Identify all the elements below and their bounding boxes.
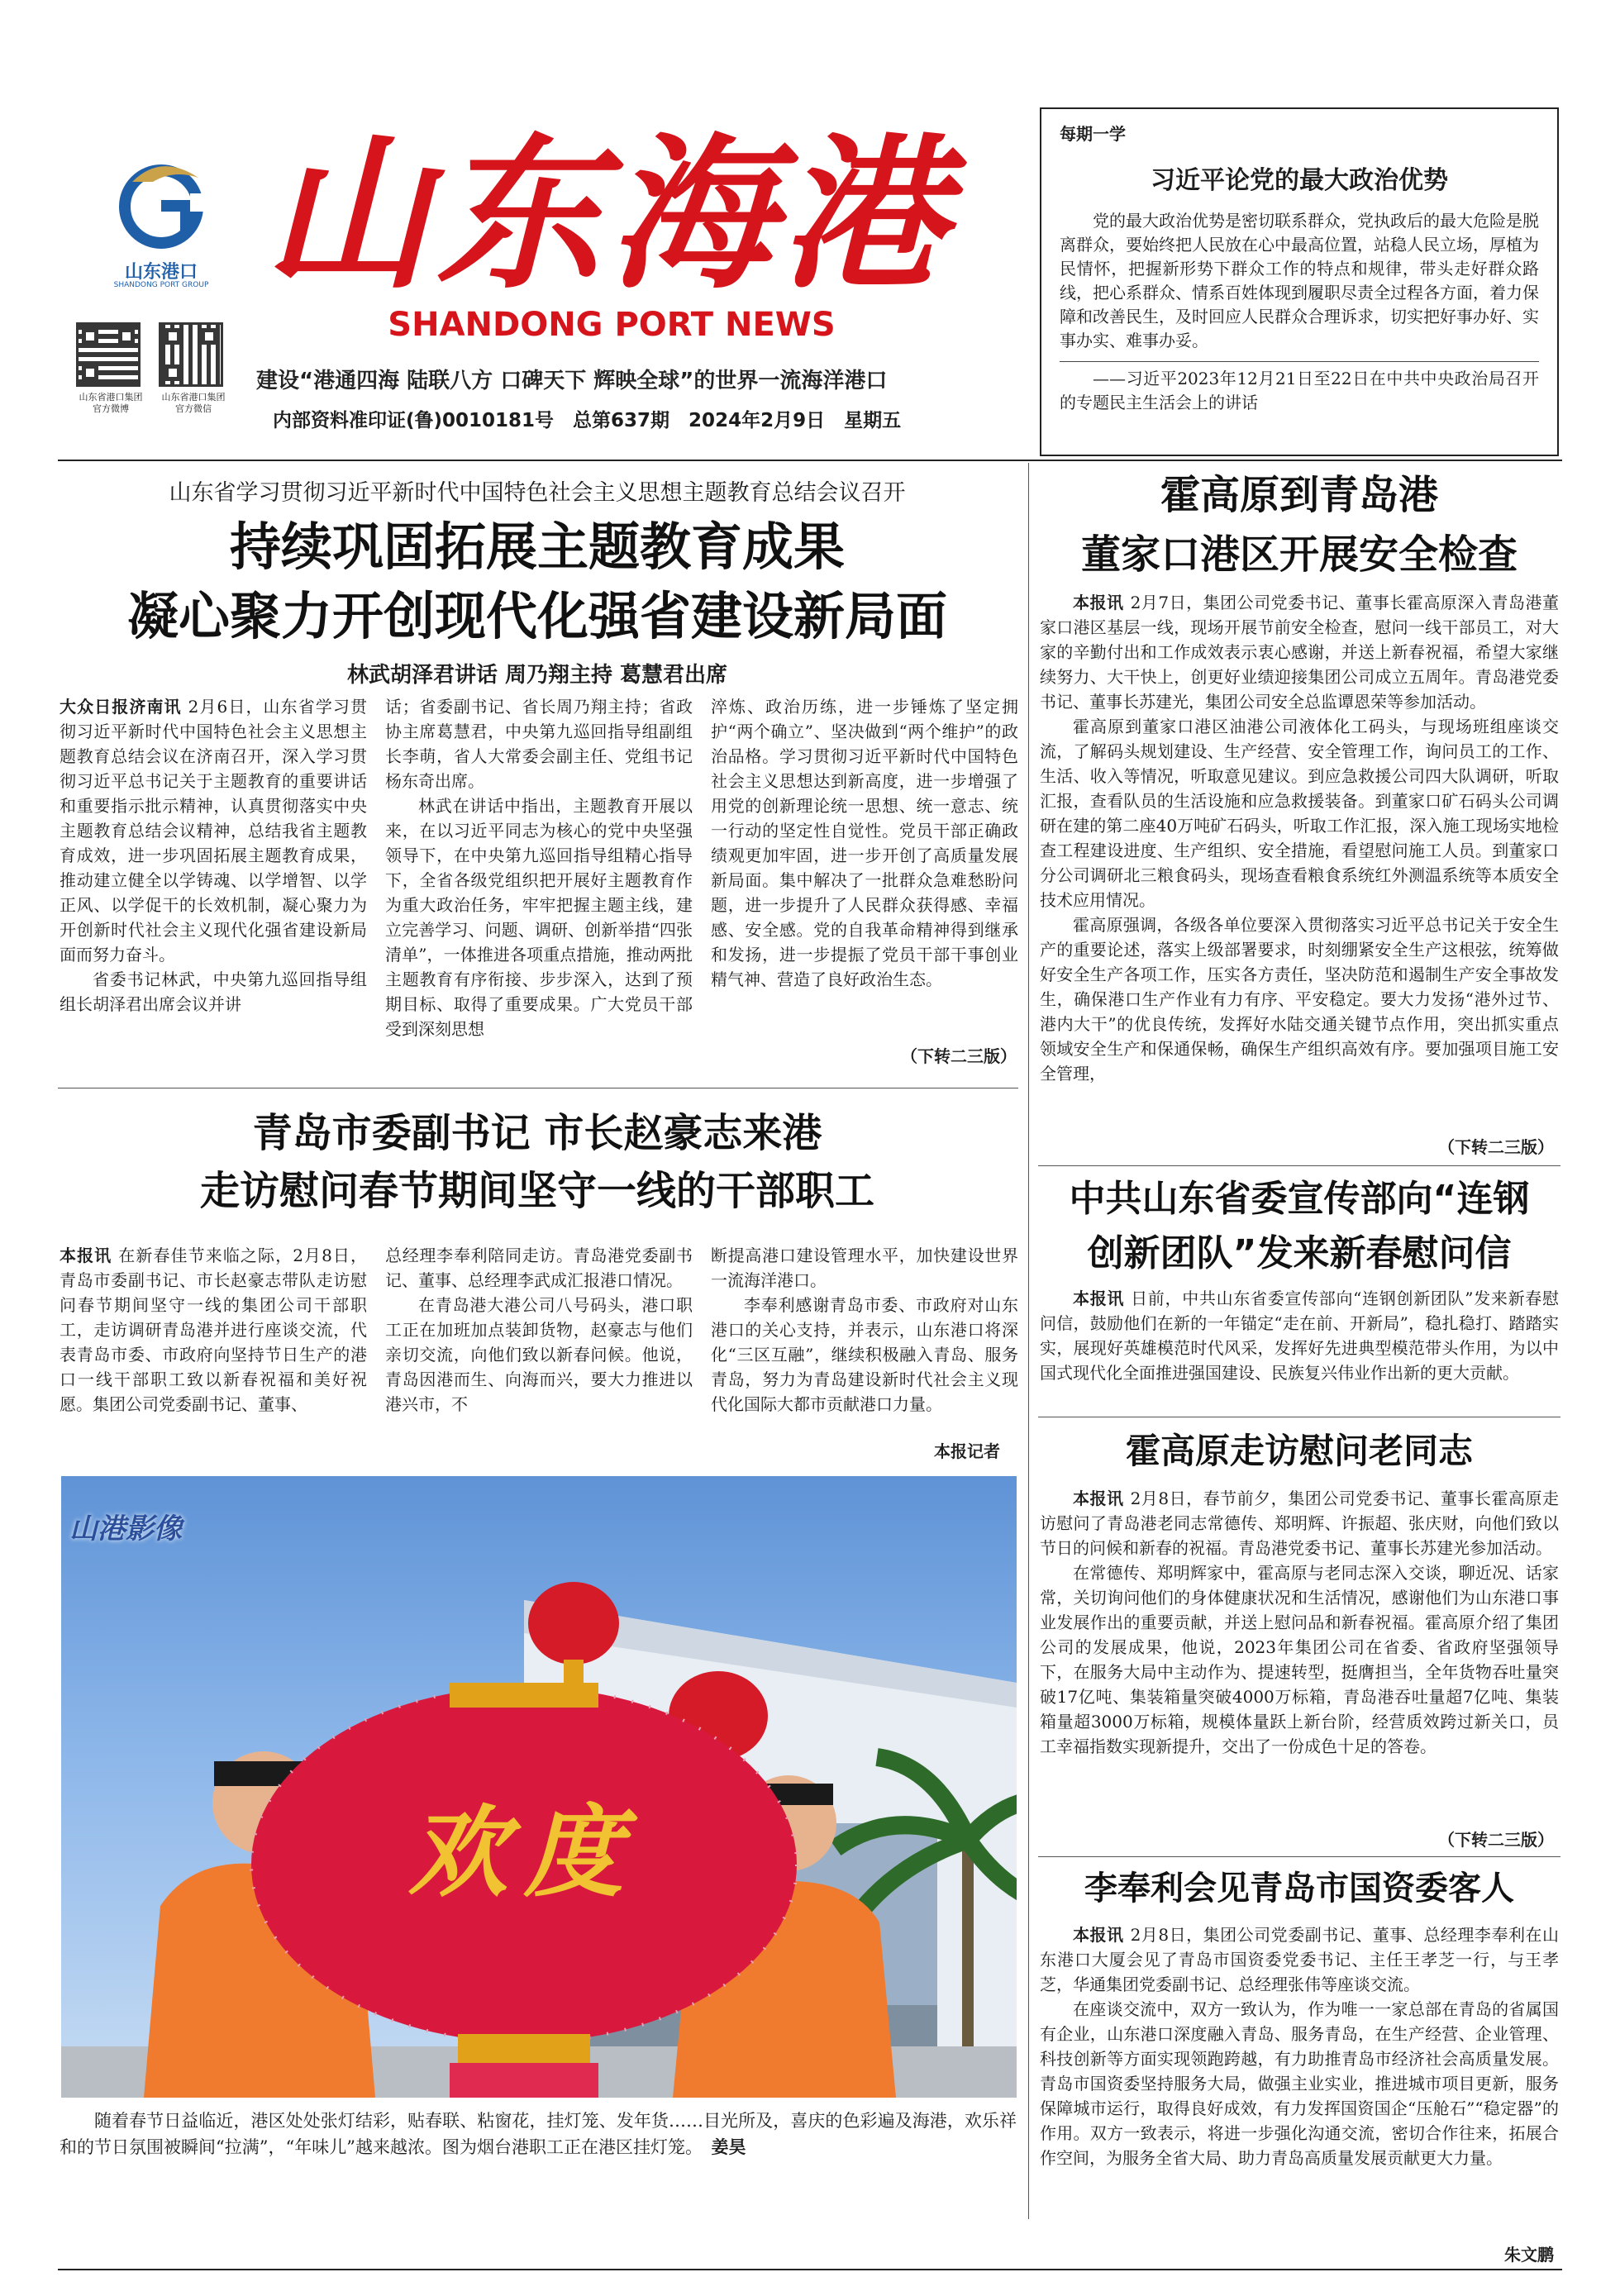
huo-safety-para-1-text: 2月7日，集团公司党委书记、董事长霍高原深入青岛港董家口港区基层一线，现场开展节前安全检查，慰问一线干部员工，对大家的辛勤付出和工作成效表示衷心感谢，并送上新春祝福，希望大家继续努力、大干快上，创更好业绩迎接集团公司成立五周年。青岛港党委书记、董事长苏建光，集团公司安全总监谭恩荣等参加活动。	[1040, 593, 1559, 712]
lead-headline-1: 持续巩固拓展主题教育成果	[229, 517, 845, 577]
photo-caption	[60, 2108, 1017, 2160]
li-dateline: 本报讯	[1073, 1925, 1124, 1945]
li-para-1	[1040, 1922, 1559, 1997]
main-column-rule	[1028, 463, 1029, 2219]
lead-column-2	[385, 694, 693, 1076]
study-box-title: 习近平论党的最大政治优势	[1151, 166, 1448, 195]
zhao-para-1	[60, 1243, 367, 1417]
zhao-para-4: 断提高港口建设管理水平，加快建设世界一流海洋港口。	[711, 1246, 1018, 1290]
port-logo-icon	[107, 149, 215, 256]
masthead-rule	[58, 460, 1562, 461]
zhao-para-5: 李奉利感谢青岛市委、市政府对山东港口的关心支持，并表示，山东港口将深化“三区互融”，继续积极融入青岛、服务青岛，努力为青岛建设新时代社会主义现代化国际大都市贡献港口力量。	[711, 1295, 1018, 1414]
veterans-transfer: （下转二三版）	[1438, 1830, 1554, 1850]
page-bottom-rule	[58, 2269, 1562, 2270]
huo-safety-body	[1040, 590, 1559, 1159]
zhao-column-2	[385, 1243, 693, 1466]
propaganda-para-text: 日前，中共山东省委宣传部向“连钢创新团队”发来新春慰问信，鼓励他们在新的一年锚定“走在前、开新局”，稳扎稳打、踏踏实实，展现好英雄模范时代风采，发挥好先进典型模范带头作用，为以中国式现代化全面推进强国建设、民族复兴伟业作出新的更大贡献。	[1040, 1289, 1559, 1383]
lead-subhead: 林武胡泽君讲话 周乃翔主持 葛慧君出席	[346, 663, 728, 688]
propaganda-dateline: 本报讯	[1073, 1289, 1125, 1308]
lead-kicker: 山东省学习贯彻习近平新时代中国特色社会主义思想主题教育总结会议召开	[169, 480, 906, 506]
masthead	[0, 0, 1025, 463]
rule-right-1	[1038, 1165, 1560, 1166]
lead-column-1	[60, 694, 367, 1076]
li-byline: 朱文鹏	[1504, 2245, 1554, 2265]
lead-para-4: 林武在讲话中指出，主题教育开展以来，在以习近平同志为核心的党中央坚强领导下，在中央第九巡回指导组精心指导下，全省各级党组织把开展好主题教育作为重大政治任务，牢牢把握主题主线，建立完善学习、问题、调研、创新举措“四张清单”，一体推进各项重点措施，推动两批主题教育有序衔接、步步深入，达到了预期目标、取得了重要成果。广大党员干部受到深刻思想	[385, 796, 693, 1039]
study-box-divider	[1060, 361, 1539, 362]
veterans-headline: 霍高原走访慰问老同志	[1125, 1431, 1473, 1471]
lead-transfer: （下转二三版）	[901, 1046, 1017, 1066]
photo-caption-text: 随着春节日益临近，港区处处张灯结彩，贴春联、粘窗花，挂灯笼、发年货……目光所及，喜庆的色彩遍及海港，欢乐祥和的节日氛围被瞬间“拉满”，“年味儿”越来越浓。图为烟台港职工正在港区挂灯笼。	[60, 2111, 1017, 2157]
slogan: 建设“港通四海 陆联八方 口碑天下 辉映全球”的世界一流海洋港口	[256, 369, 888, 393]
lantern-greeting: 欢度	[408, 1794, 640, 1911]
zhao-column-3	[711, 1243, 1018, 1466]
zhao-headline-1: 青岛市委副书记 市长赵豪志来港	[252, 1110, 822, 1156]
huo-safety-para-1	[1040, 590, 1559, 714]
huo-safety-headline-2: 董家口港区开展安全检查	[1080, 531, 1518, 578]
photo-credit: 姜昊	[711, 2137, 746, 2157]
newspaper-title: 山东海港	[264, 117, 953, 312]
qr-weibo-label: 山东省港口集团官方微博	[79, 392, 143, 414]
li-para-2: 在座谈交流中，双方一致认为，作为唯一一家总部在青岛的省属国有企业，山东港口深度融入青岛、服务青岛，在生产经营、企业管理、科技创新等方面实现领跑跨越，有力助推青岛市经济社会高质量发展。青岛市国资委坚持服务大局，做强主业实业，推进城市项目更新，服务保障城市运行，取得良好成效，有力发挥国资国企“压舱石”“稳定器”的作用。双方一致表示，将进一步强化沟通交流，密切合作往来，拓展合作空间，为服务全省大局、助力青岛高质量发展贡献更大力量。	[1040, 1999, 1559, 2168]
huo-safety-headline-1: 霍高原到青岛港	[1160, 472, 1438, 518]
huo-safety-transfer: （下转二三版）	[1438, 1137, 1554, 1157]
qr-wechat[interactable]	[159, 322, 223, 387]
veterans-dateline: 本报讯	[1073, 1489, 1124, 1508]
li-headline: 李奉利会见青岛市国资委客人	[1084, 1870, 1514, 1908]
lead-para-1-text: 2月6日，山东省学习贯彻习近平新时代中国特色社会主义思想主题教育总结会议在济南召开，深入学习贯彻习近平总书记关于主题教育的重要讲话和重要指示批示精神，认真贯彻落实中央主题教育总结会议精神，总结我省主题教育成效，进一步巩固拓展主题教育成果，推动建立健全以学铸魂、以学增智、以学正风、以学促干的长效机制，凝心聚力为开创新时代社会主义现代化强省建设新局面而努力奋斗。	[60, 697, 367, 965]
zhao-headline-2: 走访慰问春节期间坚守一线的干部职工	[199, 1168, 874, 1214]
issue-line: 内部资料准印证(鲁)0010181号 总第637期 2024年2月9日 星期五	[273, 410, 902, 431]
zhao-column-1	[60, 1243, 367, 1466]
propaganda-headline-1: 中共山东省委宣传部向“连钢	[1069, 1178, 1530, 1220]
lead-para-2: 省委书记林武，中央第九巡回指导组组长胡泽君出席会议并讲	[60, 969, 367, 1014]
study-box-source: ——习近平2023年12月21日至22日在中共中央政治局召开的专题民主生活会上的讲话	[1060, 369, 1539, 412]
port-logo	[107, 149, 215, 264]
study-box	[1040, 107, 1559, 456]
veterans-para-2: 在常德传、郑明辉家中，霍高原与老同志深入交谈，聊近况、话家常，关切询问他们的身体健康状况和生活情况，感谢他们为山东港口事业发展作出的重要贡献，并送上慰问品和新春祝福。霍高原介绍了集团公司的发展成果，他说，2023年集团公司在省委、省政府坚强领导下，在服务大局中主动作为、提速转型，挺膺担当，全年货物吞吐量突破17亿吨、集装箱量突破4000万标箱，青岛港吞吐量超7亿吨、集装箱量超3000万标箱，规模体量跃上新台阶，经营质效跨过新关口，员工幸福指数实现新提升，交出了一份成色十足的答卷。	[1040, 1563, 1559, 1756]
huo-safety-para-2: 霍高原到董家口港区油港公司液体化工码头，与现场班组座谈交流，了解码头规划建设、生产经营、安全管理工作，询问员工的工作、生活、收入等情况，听取意见建议。到应急救援公司四大队调研，听取汇报，查看队员的生活设施和应急救援装备。到董家口矿石码头公司调研在建的第二座40万吨矿石码头，听取工作汇报，深入施工现场实地检查工程建设进度、生产组织、安全措施，看望慰问施工人员。到董家口分公司调研北三粮食码头，现场查看粮食系统红外测温系统等本质安全技术应用情况。	[1040, 717, 1559, 910]
zhao-byline: 本报记者	[934, 1441, 1000, 1461]
lead-para-3: 话；省委副书记、省长周乃翔主持；省政协主席葛慧君，中央第九巡回指导组副组长李萌，省人大常委会副主任、党组书记杨东奇出席。	[385, 697, 693, 791]
logo-subtext: SHANDONG PORT GROUP	[113, 281, 209, 289]
lantern-photo	[61, 1476, 1017, 2098]
lead-para-5: 淬炼、政治历练，进一步锤炼了坚定拥护“两个确立”、坚决做到“两个维护”的政治品格。学习贯彻习近平新时代中国特色社会主义思想达到新高度，进一步增强了用党的创新理论统一思想、统一意志、统一行动的坚定性自觉性。党员干部正确政绩观更加牢固，进一步开创了高质量发展新局面。集中解决了一批群众急难愁盼问题，进一步提升了人民群众获得感、幸福感、安全感。党的自我革命精神得到继承和发扬，进一步提振了党员干部干事创业精气神、营造了良好政治生态。	[711, 697, 1018, 989]
li-body	[1040, 1922, 1559, 2240]
huo-safety-para-3: 霍高原强调，各级各单位要深入贯彻落实习近平总书记关于安全生产的重要论述，落实上级部署要求，时刻绷紧安全生产这根弦，统筹做好安全生产各项工作，压实各方责任，坚决防范和遏制生产安全事故发生，确保港口生产作业有力有序、平安稳定。要大力发扬“港外过节、港内大干”的优良传统，发挥好水陆交通关键节点作用，突出抓实重点领域安全生产和保通保畅，确保生产组织高效有序。要加强项目施工安全管理，	[1040, 915, 1559, 1084]
lead-headline-2: 凝心聚力开创现代化强省建设新局面	[126, 586, 947, 646]
study-box-body: 党的最大政治优势是密切联系群众，党执政后的最大危险是脱离群众，要始终把人民放在心中最高位置，站稳人民立场，厚植为民情怀，把握新形势下群众工作的特点和规律，带头走好群众路线，把心系群众、情系百姓体现到履职尽责全过程各方面，着力保障和改善民生，及时回应人民群众合理诉求，切实把好事办好、实事办实、难事办妥。	[1060, 211, 1539, 350]
lead-column-3	[711, 694, 1018, 1076]
lead-para-1	[60, 694, 367, 967]
qr-weibo[interactable]	[76, 322, 141, 387]
huo-safety-dateline: 本报讯	[1073, 593, 1124, 612]
li-para-1-text: 2月8日，集团公司党委副书记、董事、总经理李奉利在山东港口大厦会见了青岛市国资委党委书记、主任王孝芝一行，与王孝芝，华通集团党委副书记、总经理张伟等座谈交流。	[1040, 1925, 1559, 1994]
newspaper-english-title: SHANDONG PORT NEWS	[388, 306, 836, 344]
propaganda-body	[1040, 1286, 1559, 1410]
photo-watermark: 山港影像	[69, 1512, 182, 1546]
study-box-label: 每期一学	[1060, 124, 1126, 144]
rule-right-3	[1038, 1856, 1560, 1857]
zhao-para-3: 在青岛港大港公司八号码头，港口职工正在加班加点装卸货物，赵豪志与他们亲切交流，向他们致以新春问候。他说，青岛因港而生、向海而兴，要大力推进以港兴市，不	[385, 1295, 693, 1414]
veterans-body	[1040, 1486, 1559, 1850]
logo-text: 山东港口	[124, 262, 198, 283]
zhao-para-1-text: 在新春佳节来临之际，2月8日，青岛市委副书记、市长赵豪志带队走访慰问春节期间坚守一线的集团公司干部职工，走访调研青岛港并进行座谈交流，代表青岛市委、市政府向坚持节日生产的港口一线干部职工致以新春祝福和美好祝愿。集团公司党委副书记、董事、	[60, 1246, 367, 1414]
lead-dateline: 大众日报济南讯	[60, 697, 182, 717]
qr-wechat-label: 山东省港口集团官方微信	[161, 392, 226, 414]
propaganda-headline-2: 创新团队”发来新春慰问信	[1087, 1232, 1512, 1274]
veterans-para-1	[1040, 1486, 1559, 1560]
zhao-dateline: 本报讯	[60, 1246, 112, 1265]
veterans-para-1-text: 2月8日，春节前夕，集团公司党委书记、董事长霍高原走访慰问了青岛港老同志常德传、郑明辉、许振超、张庆财，向他们致以节日的问候和新春的祝福。青岛港党委书记、董事长苏建光参加活动。	[1040, 1489, 1559, 1558]
propaganda-para	[1040, 1286, 1559, 1385]
zhao-para-2: 总经理李奉利陪同走访。青岛港党委副书记、董事、总经理李武成汇报港口情况。	[385, 1246, 693, 1290]
